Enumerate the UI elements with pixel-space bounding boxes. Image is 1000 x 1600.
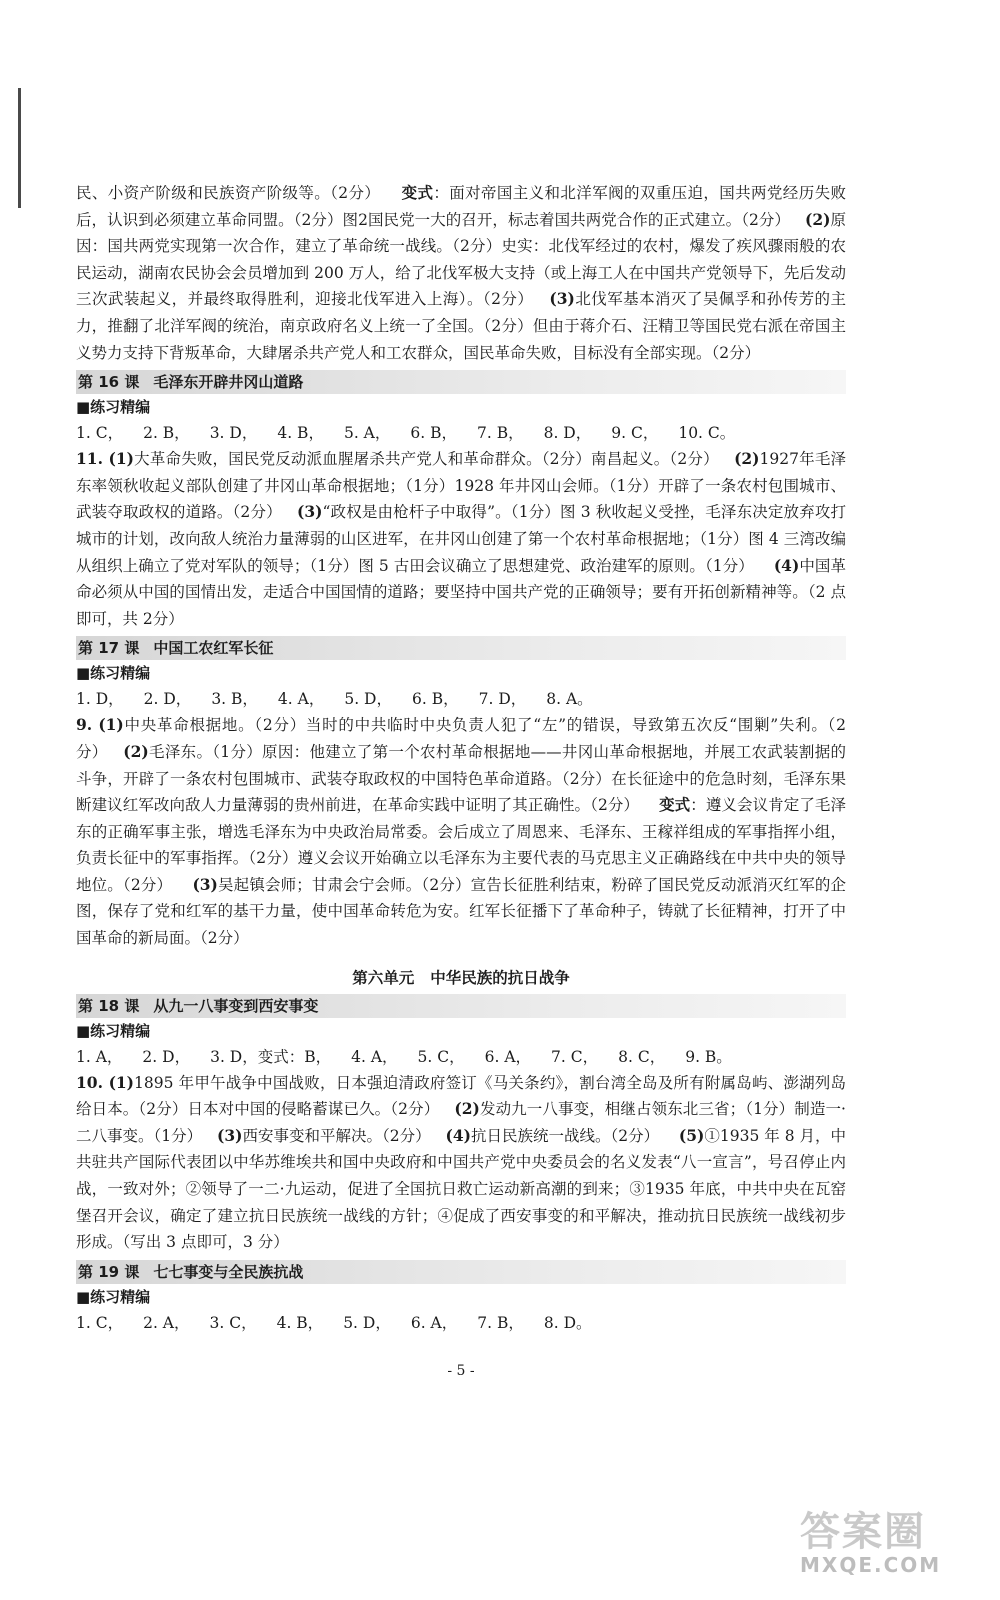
answer-text: ：遵义会议肯定了毛泽东的正确军事主张，增选毛泽东为中央政治局常委。会后成立了周恩来、毛泽东、王稼祥组成的军事指挥小组，负责长征中的军事指挥。（2分）遵义会议开始确立以毛泽东为主要代表的马克思主义正确路线在中共中央的领导地位。（2分） [76,796,846,894]
choice-answer: 10. C。 [678,424,736,443]
answer-content [76,180,846,1336]
scan-edge-mark [18,88,21,208]
lesson-title: 七七事变与全民族抗战 [153,1262,304,1281]
choice-answer: 4. A， [351,1047,398,1066]
question-label: (2) [454,1099,480,1119]
practice-heading: ■练习精编 [76,398,151,417]
question-label: (2) [734,449,760,469]
choice-answer: 4. A， [277,690,325,709]
question-10-answer [76,1070,846,1256]
lesson-number: 第 16 课 [78,373,140,392]
choice-answer: 3. B， [211,690,258,709]
answer-text: 毛泽东。（1分）原因：他建立了第一个农村革命根据地——井冈山革命根据地，并展工农武装割据的斗争，开辟了一条农村包围城市、武装夺取政权的中国特色革命道路。（2分）在长征途中的危急时刻，毛泽东果断建议红军改向敌人力量薄弱的贵州前进，在革命实践中证明了其正确性。（2分） [76,742,846,815]
choice-answers [76,1310,846,1336]
unit-title [76,966,846,990]
lesson-title: 中国工农红军长征 [153,639,274,658]
unit-label: 第六单元 [352,968,415,987]
watermark-url: MXQE.COM [800,1553,942,1577]
choice-answer: 8. D。 [543,1313,592,1332]
question-label: 9. (1) [76,715,124,735]
choice-answer: 3. D， [209,424,258,443]
question-label: (4) [445,1125,471,1145]
answer-text: 中国革命必须从中国的国情出发，走适合中国国情的道路；要坚持中国共产党的正确领导；要有开拓创新精神等。（2 点即可，共 2分） [76,556,846,628]
answer-text: ①1935 年 8 月，中共驻共产国际代表团以中华苏维埃共和国中央政府和中国共产党中央委员会的名义发表“八一宣言”，号召停止内战，一致对外；②领导了一二·九运动，促进了全国抗日救亡运动新高潮的到来；③1935 年底，中共中央在瓦窑堡召开会议，确定了建立抗日民族统一战线的方针；④促成了西安事变的和平解决，推动抗日民族统一战线初步形成。（写出 3 点即可，3 分） [76,1126,847,1252]
lesson-title: 毛泽东开辟井冈山道路 [153,373,304,392]
intro-text-2: 原因：国共两党实现第一次合作，建立了革命统一战线。（2分）史实：北伐军经过的农村，爆发了疾风骤雨般的农民运动，湖南农民协会会员增加到 200 万人，给了北伐军极大支持（或上海工人在中国共产党领导下，先后发动三次武装起义，并最终取得胜利，迎接北伐军进入上海）。（2分） [76,210,846,309]
page-number: - 5 - [447,1363,475,1379]
lesson-number: 第 19 课 [78,1262,140,1281]
lesson-number: 第 18 课 [78,996,140,1015]
unit-name: 中华民族的抗日战争 [430,968,570,987]
watermark-logo-text: 答案圈 [800,1509,926,1555]
question-label: (2) [123,741,149,761]
practice-heading: ■练习精编 [76,1287,151,1306]
choice-answers [76,686,846,712]
question-label: (2) [804,209,831,229]
answer-text: 发动九一八事变，相继占领东北三省；（1分）制造一·二八事变。（1分） [76,1100,846,1145]
intro-text-1: 民、小资产阶级和民族资产阶级等。（2分） [76,184,381,202]
choice-answer: 8. D， [543,424,592,443]
choice-answer: 4. B， [276,1313,324,1332]
choice-answer: 1. A， [76,1047,123,1066]
question-label: 10. (1) [76,1072,135,1092]
answer-text: 西安事变和平解决。（2分） [242,1126,431,1145]
lesson-18-header [76,994,846,1018]
question-label: (3) [549,289,575,309]
choice-answer: 3. D，变式：B， [210,1047,332,1066]
answer-text: 抗日民族统一战线。（2分） [470,1126,660,1145]
choice-answer: 9. B。 [685,1047,732,1066]
choice-answer: 5. D， [343,1313,391,1332]
question-label: (3) [297,502,323,522]
answer-text: 1895 年甲午战争中国战败，日本强迫清政府签订《马关条约》，割台湾全岛及所有附属岛屿、澎湖列岛给日本。（2分）日本对中国的侵略蓄谋已久。（2分） [76,1073,846,1119]
lesson-16-header [76,370,846,394]
answer-text: 1927年毛泽东率领秋收起义部队创建了井冈山革命根据地；（1分）1928 年井冈山会师。（1分）开辟了一条农村包围城市、武装夺取政权的道路。（2分） [76,450,846,522]
practice-heading: ■练习精编 [76,1021,151,1040]
question-11-answer [76,446,846,632]
choice-answer: 2. B， [143,424,190,443]
lesson-title: 从九一八事变到西安事变 [153,996,319,1015]
answer-text: 大革命失败，国民党反动派血腥屠杀共产党人和革命群众。（2分）南昌起义。（2分） [134,450,719,469]
question-label: (5) [678,1125,705,1145]
choice-answer: 5. D， [344,690,392,709]
choice-answer: 8. C， [618,1047,666,1066]
choice-answer: 5. C， [417,1047,465,1066]
choice-answer: 1. D， [76,690,124,709]
intro-paragraph [76,180,846,366]
choice-answer: 2. D， [143,690,192,709]
choice-answer: 3. C， [209,1313,257,1332]
variant-label: 变式 [659,795,691,815]
lesson-17-header [76,636,846,660]
variant-label: 变式 [401,183,434,202]
intro-text-1b: ：面对帝国主义和北洋军阀的双重压迫，国共两党经历失败后，认识到必须建立革命同盟。（2分）图2国民党一大的召开，标志着国共两党合作的正式建立。（2分） [76,184,846,229]
answer-text: 中央革命根据地。（2分）当时的中共临时中央负责人犯了“左”的错误，导致第五次反“围剿”失利。（2分） [76,716,846,761]
choice-answer: 1. C， [76,1313,124,1332]
choice-answer: 7. D， [478,690,527,709]
site-watermark [800,1500,970,1590]
choice-answer: 2. D， [142,1047,191,1066]
choice-answer: 6. A， [410,1313,458,1332]
lesson-19-header [76,1260,846,1284]
intro-text-3: 北伐军基本消灭了吴佩孚和孙传芳的主力，推翻了北洋军阀的统治，南京政府名义上统一了全国。（2分）但由于蒋介石、汪精卫等国民党右派在帝国主义势力支持下背叛革命，大肆屠杀共产党人和工农群众，国民革命失败，目标没有全部实现。（2分） [76,290,846,362]
question-label: (3) [192,874,218,894]
choice-answer: 8. A。 [546,690,593,709]
choice-answers [76,1044,846,1070]
answer-text: “政权是由枪杆子中取得”。（1分）图 3 秋收起义受挫，毛泽东决定放弃攻打城市的计划，改向敌人统治力量薄弱的山区进军，在井冈山创建了第一个农村革命根据地；（1分）图 4 三湾改编从组织上确立了党对军队的领导；（1分）图 5 古田会议确立了思想建党、政治建军的原则。（1分） [76,503,846,575]
question-9-answer [76,712,846,951]
choice-answer: 7. B， [477,1313,524,1332]
choice-answer: 7. C， [551,1047,599,1066]
choice-answer: 2. A， [143,1313,190,1332]
choice-answer: 7. B， [476,424,524,443]
choice-answers [76,420,846,446]
lesson-number: 第 17 课 [78,639,140,658]
choice-answer: 1. C， [76,424,124,443]
choice-answer: 9. C， [611,424,659,443]
answer-text: 吴起镇会师；甘肃会宁会师。（2分）宣告长征胜利结束，粉碎了国民党反动派消灭红军的企图，保存了党和红军的基干力量，使中国革命转危为安。红军长征播下了革命种子，铸就了长征精神，打开了中国革命的新局面。（2分） [76,875,846,948]
question-label: (4) [773,555,800,575]
choice-answer: 6. B， [412,690,459,709]
choice-answer: 4. B， [277,424,324,443]
choice-answer: 6. B， [410,424,457,443]
practice-heading: ■练习精编 [76,664,151,683]
question-label: (3) [217,1125,243,1145]
question-label: 11. (1) [76,449,134,469]
choice-answer: 6. A， [484,1047,532,1066]
choice-answer: 5. A， [343,424,391,443]
